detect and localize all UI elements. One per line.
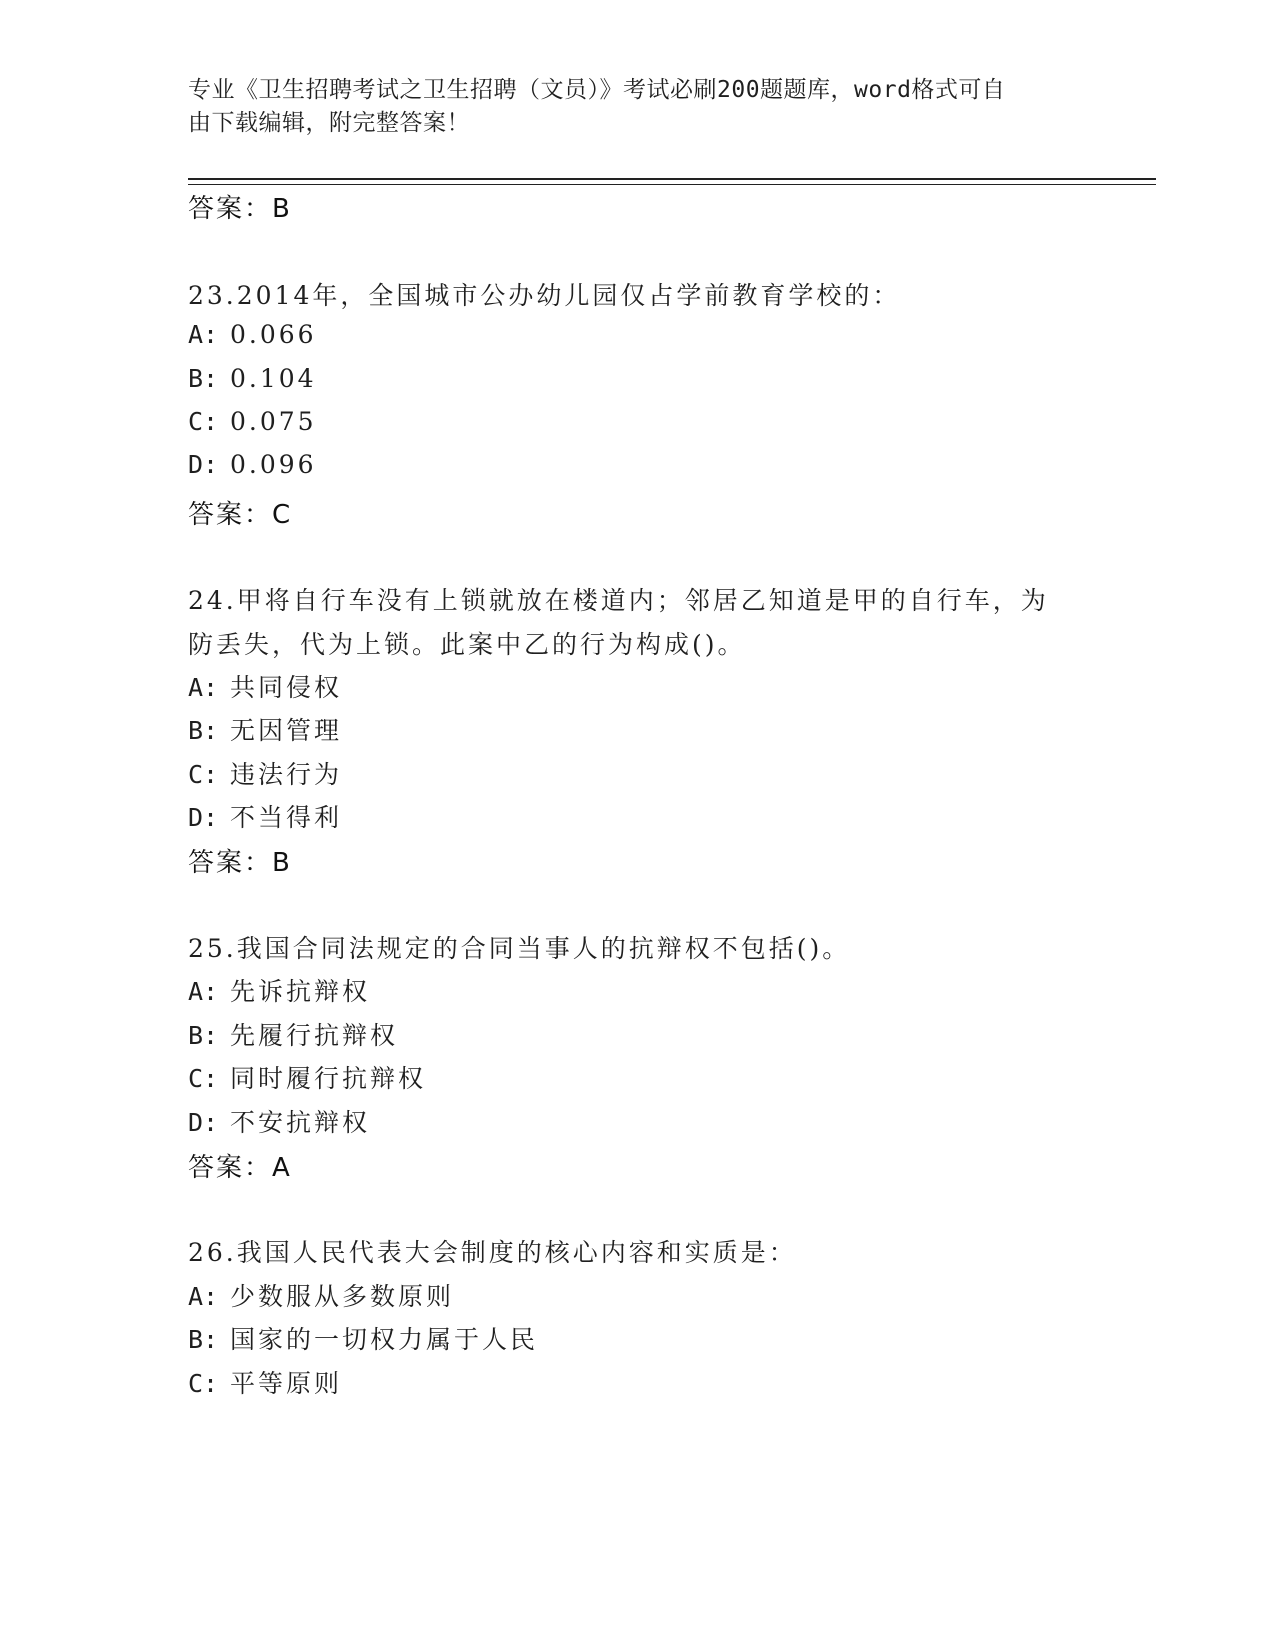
question-25-option-a xyxy=(188,972,370,1008)
header-line-1: 专业《卫生招聘考试之卫生招聘（文员）》考试必刷200题题库，word格式可自 xyxy=(188,77,1006,103)
header-divider xyxy=(188,178,1156,180)
question-24-option-b xyxy=(188,711,342,747)
option-label: B: xyxy=(188,716,219,745)
question-26-stem: 26.我国人民代表大会制度的核心内容和实质是： xyxy=(188,1238,797,1267)
option-label: B: xyxy=(188,1021,219,1050)
header-line-2: 由下载编辑，附完整答案！ xyxy=(188,110,470,136)
option-label: D: xyxy=(188,450,219,479)
question-25-answer: 答案：A xyxy=(188,1153,292,1183)
option-text: 0.075 xyxy=(230,407,317,436)
option-label: C: xyxy=(188,760,219,789)
option-label: A: xyxy=(188,977,219,1006)
option-text: 违法行为 xyxy=(230,760,343,789)
option-text: 先诉抗辩权 xyxy=(230,977,371,1006)
option-text: 0.104 xyxy=(230,364,317,393)
option-text: 先履行抗辩权 xyxy=(230,1021,399,1050)
question-24-stem-line-2: 防丢失，代为上锁。此案中乙的行为构成()。 xyxy=(188,630,746,659)
option-label: A: xyxy=(188,320,219,349)
option-text: 国家的一切权力属于人民 xyxy=(230,1325,539,1354)
option-label: D: xyxy=(188,1108,219,1137)
option-text: 无因管理 xyxy=(230,716,343,745)
option-text: 少数服从多数原则 xyxy=(230,1282,455,1311)
document-header xyxy=(188,74,1068,140)
option-text: 平等原则 xyxy=(230,1369,343,1398)
option-text: 不安抗辩权 xyxy=(230,1108,371,1137)
option-text: 0.096 xyxy=(230,450,317,479)
previous-answer: 答案：B xyxy=(188,194,292,224)
question-24-option-c xyxy=(188,755,342,791)
question-23-option-a xyxy=(188,320,317,349)
option-label: A: xyxy=(188,673,219,702)
question-23-answer: 答案：C xyxy=(188,500,293,530)
question-23-option-b xyxy=(188,364,317,393)
option-text: 同时履行抗辩权 xyxy=(230,1064,427,1093)
question-23-option-d xyxy=(188,450,317,479)
question-23-stem: 23.2014年，全国城市公办幼儿园仅占学前教育学校的： xyxy=(188,281,901,310)
option-text: 0.066 xyxy=(230,320,317,349)
header-divider-thin xyxy=(188,184,1156,185)
question-25-stem: 25.我国合同法规定的合同当事人的抗辩权不包括()。 xyxy=(188,934,851,963)
question-25-option-c xyxy=(188,1059,426,1095)
question-26-option-c xyxy=(188,1364,342,1400)
option-label: C: xyxy=(188,1369,219,1398)
question-26-option-a xyxy=(188,1277,454,1313)
question-24-option-a xyxy=(188,668,342,704)
question-25-option-d xyxy=(188,1103,370,1139)
question-24-stem-line-1: 24.甲将自行车没有上锁就放在楼道内；邻居乙知道是甲的自行车，为 xyxy=(188,586,1049,615)
option-label: C: xyxy=(188,407,219,436)
option-label: C: xyxy=(188,1064,219,1093)
option-label: B: xyxy=(188,364,219,393)
option-label: D: xyxy=(188,803,219,832)
option-label: A: xyxy=(188,1282,219,1311)
question-26-option-b xyxy=(188,1320,538,1356)
option-text: 共同侵权 xyxy=(230,673,343,702)
question-24-answer: 答案：B xyxy=(188,848,292,878)
option-label: B: xyxy=(188,1325,219,1354)
question-23-option-c xyxy=(188,407,317,436)
question-24-option-d xyxy=(188,798,342,834)
question-25-option-b xyxy=(188,1016,398,1052)
option-text: 不当得利 xyxy=(230,803,343,832)
